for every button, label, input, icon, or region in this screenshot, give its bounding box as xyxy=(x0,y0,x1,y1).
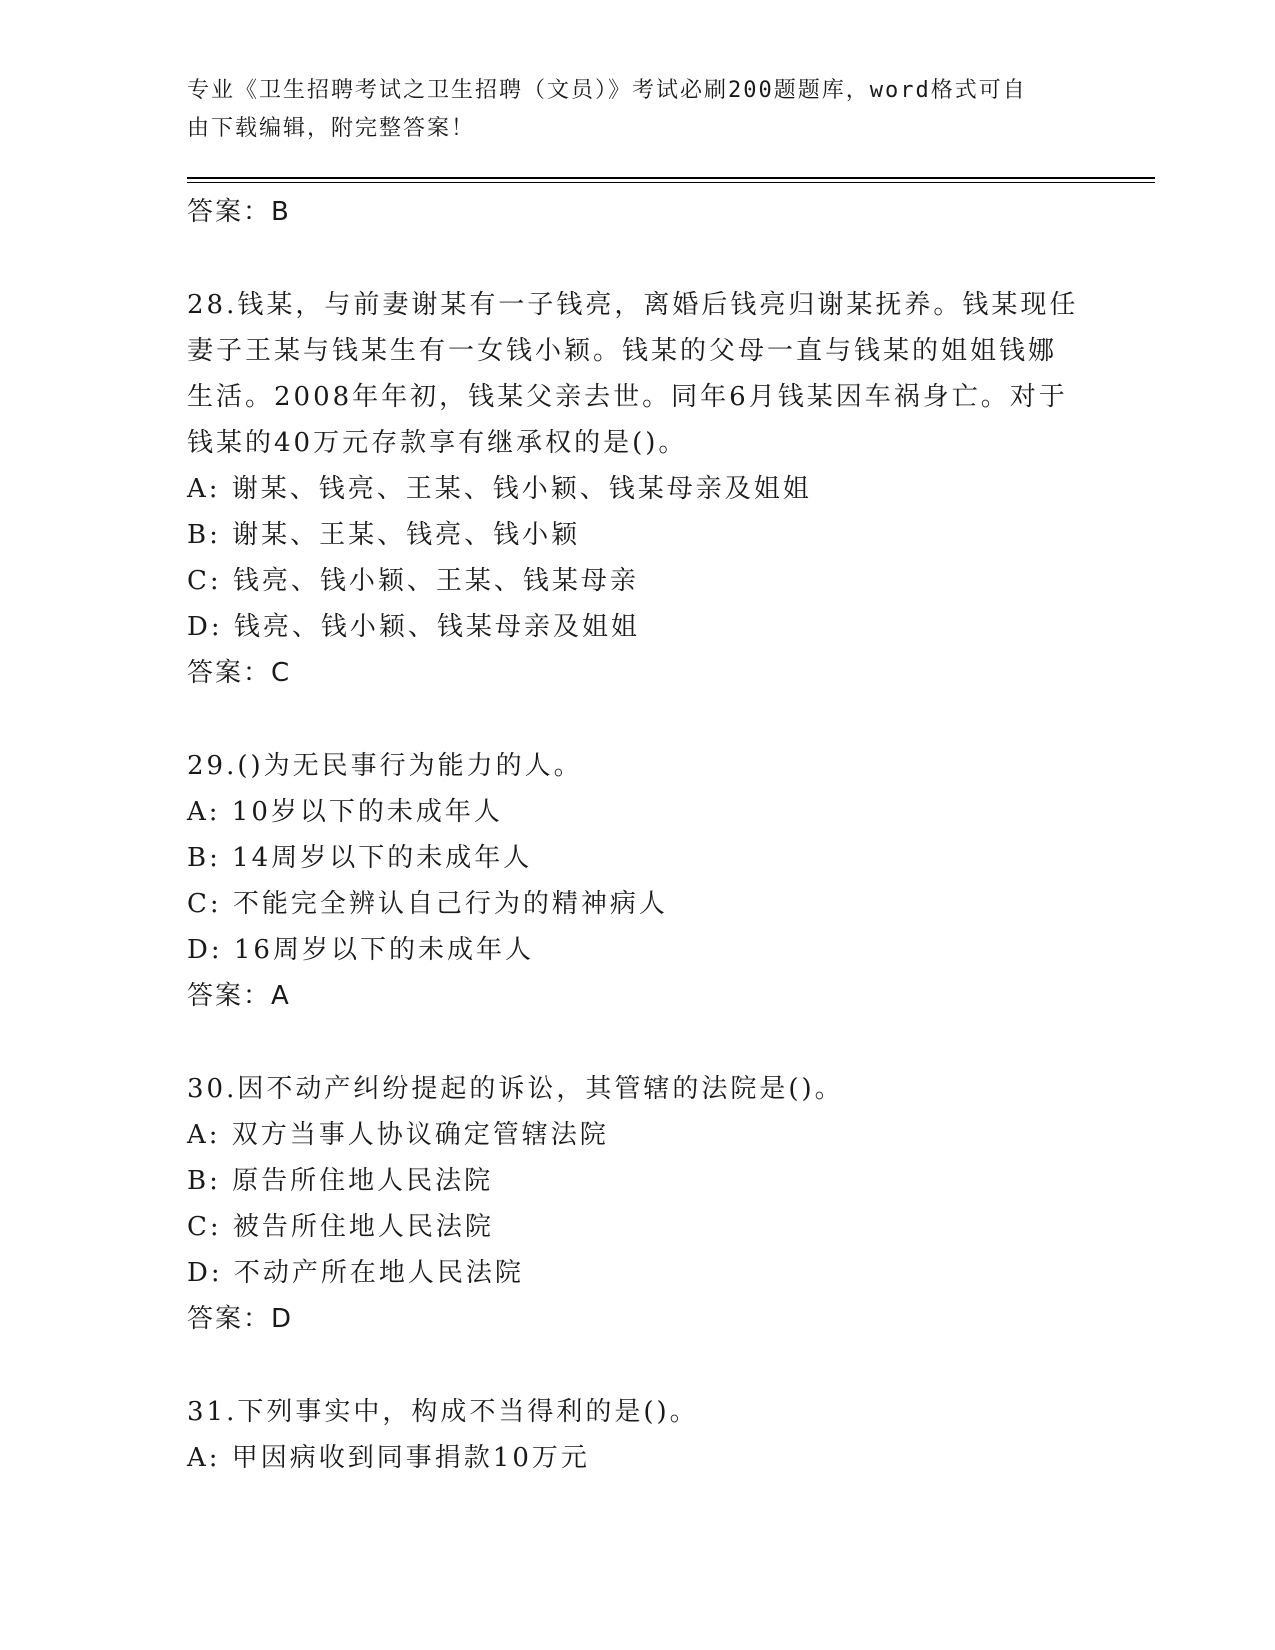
spacer xyxy=(187,696,1117,743)
document-body xyxy=(187,189,1117,1481)
question-stem: 30.因不动产纠纷提起的诉讼，其管辖的法院是()。 xyxy=(187,1074,844,1104)
spacer xyxy=(187,1342,1117,1389)
option-c: C: 钱亮、钱小颖、王某、钱某母亲 xyxy=(187,566,639,596)
question-stem: 31.下列事实中，构成不当得利的是()。 xyxy=(187,1397,699,1427)
question-stem: 妻子王某与钱某生有一女钱小颖。钱某的父母一直与钱某的姐姐钱娜 xyxy=(187,336,1058,366)
question-block xyxy=(187,282,1117,696)
option-c: C: 被告所住地人民法院 xyxy=(187,1212,494,1242)
answer-line: 答案：B xyxy=(187,197,291,227)
document-header xyxy=(187,72,1087,148)
header-line-2: 由下载编辑，附完整答案！ xyxy=(187,116,476,141)
option-a: A: 双方当事人协议确定管辖法院 xyxy=(187,1120,609,1150)
question-stem: 生活。2008年年初，钱某父亲去世。同年6月钱某因车祸身亡。对于 xyxy=(187,382,1068,412)
option-d: D: 不动产所在地人民法院 xyxy=(187,1258,524,1288)
answer-line: 答案：C xyxy=(187,658,292,688)
option-b: B: 原告所住地人民法院 xyxy=(187,1166,494,1196)
option-a: A: 谢某、钱亮、王某、钱小颖、钱某母亲及姐姐 xyxy=(187,474,812,504)
option-d: D: 16周岁以下的未成年人 xyxy=(187,935,534,965)
option-d: D: 钱亮、钱小颖、钱某母亲及姐姐 xyxy=(187,612,640,642)
question-block xyxy=(187,1066,1117,1342)
option-a: A: 甲因病收到同事捐款10万元 xyxy=(187,1443,590,1473)
option-a: A: 10岁以下的未成年人 xyxy=(187,797,503,827)
option-c: C: 不能完全辨认自己行为的精神病人 xyxy=(187,889,668,919)
answer-line: 答案：A xyxy=(187,981,291,1011)
question-stem: 29.()为无民事行为能力的人。 xyxy=(187,751,583,781)
option-b: B: 谢某、王某、钱亮、钱小颖 xyxy=(187,520,581,550)
header-line-1: 专业《卫生招聘考试之卫生招聘（文员）》考试必刷200题题库，word格式可自 xyxy=(187,78,1027,103)
header-rule-thick xyxy=(187,177,1155,179)
option-b: B: 14周岁以下的未成年人 xyxy=(187,843,533,873)
answer-line: 答案：D xyxy=(187,1304,294,1334)
spacer xyxy=(187,1019,1117,1066)
header-rule-thin xyxy=(187,182,1155,183)
spacer xyxy=(187,235,1117,282)
question-block xyxy=(187,1389,1117,1481)
question-stem: 钱某的40万元存款享有继承权的是()。 xyxy=(187,428,688,458)
question-block xyxy=(187,743,1117,1019)
question-stem: 28.钱某，与前妻谢某有一子钱亮，离婚后钱亮归谢某抚养。钱某现任 xyxy=(187,290,1079,320)
